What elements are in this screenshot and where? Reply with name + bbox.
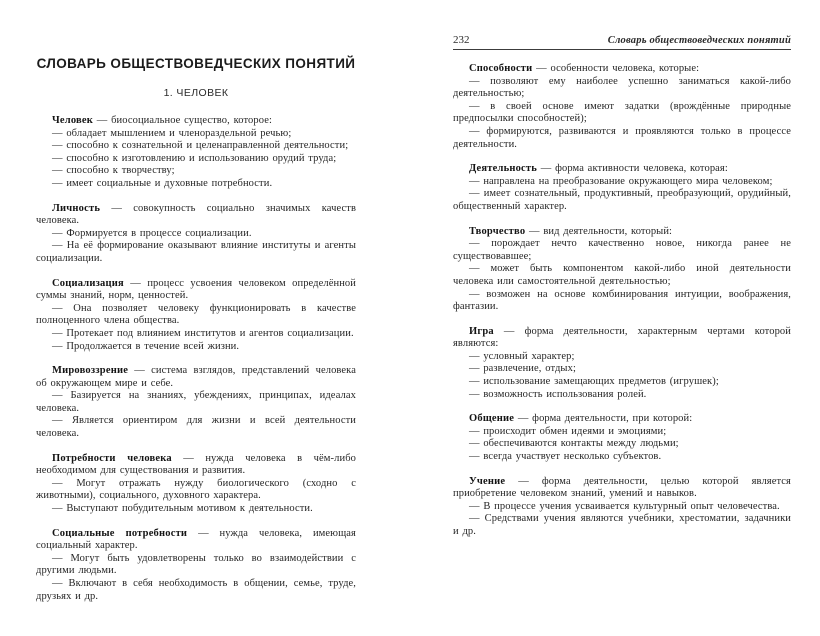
- entry-item: — возможен на основе комбинирования интуиции, воображения, фантазии.: [453, 288, 791, 313]
- section-heading: 1. ЧЕЛОВЕК: [163, 87, 229, 99]
- entry-term: Мировоззрение: [52, 365, 129, 377]
- entry-item: — Могут быть удовлетворены только во взаимодействии с другими людьми.: [36, 552, 356, 577]
- dictionary-entry: [453, 63, 791, 151]
- dictionary-entry: [453, 163, 791, 213]
- entry-item: — использование замещающих предметов (игрушек);: [469, 376, 719, 388]
- entry-item: — На её формирование оказывают влияние институты и агенты социализации.: [36, 240, 356, 264]
- entry-term: Способности: [469, 63, 533, 74]
- entry-lead: Деятельность — форма активности человека, которая:: [469, 163, 728, 175]
- entry-item: — Продолжается в течение всей жизни.: [52, 340, 240, 352]
- entry-item: — В процессе учения усваивается культурный опыт человечества.: [469, 500, 780, 512]
- entry-term: Социализация: [52, 277, 124, 289]
- entry-item: — имеет социальные и духовные потребности.: [52, 177, 273, 189]
- entry-lead: Социальные потребности — нужда человека, имеющая социальный характер.: [36, 527, 356, 552]
- entry-item: — Выступают побудительным мотивом к деятельности.: [52, 503, 313, 515]
- entry-item: — Базируется на знаниях, убеждениях, принципах, идеалах человека.: [36, 390, 356, 414]
- dictionary-entry: [453, 413, 791, 463]
- entry-item: — Могут отражать нужду биологического (сходно с животными), социального, духовного характера.: [36, 477, 356, 502]
- entry-item: — формируются, развиваются и проявляются только в процессе деятельности.: [453, 125, 791, 150]
- entry-term: Личность: [52, 202, 101, 214]
- entry-item: — имеет сознательный, продуктивный, преобразующий, орудийный, общественный характер.: [453, 188, 791, 212]
- entry-lead: Общение — форма деятельности, при которой:: [469, 413, 693, 425]
- entry-item: — возможность использования ролей.: [469, 388, 647, 400]
- entry-item: — условный характер;: [469, 350, 575, 362]
- entry-lead: Человек — биосоциальное существо, которое:: [52, 115, 272, 126]
- dictionary-entry: [36, 528, 356, 604]
- entry-item: — Является ориентиром для жизни и всей деятельности человека.: [36, 415, 356, 440]
- entry-term: Человек: [52, 115, 94, 126]
- dictionary-entry: [453, 326, 791, 402]
- dictionary-entry: [36, 453, 356, 516]
- dictionary-entry: [36, 278, 356, 354]
- entry-item: — способно к творчеству;: [52, 165, 175, 177]
- entry-item: — Включают в себя необходимость в общении, семье, труде, друзьях и др.: [36, 578, 356, 602]
- right-page: [453, 34, 791, 539]
- right-page-entries: [453, 63, 791, 539]
- entry-item: — способно к изготовлению и использованию орудий труда;: [52, 152, 337, 164]
- dictionary-entry: [453, 476, 791, 539]
- entry-item: — направлена на преобразование окружающего мира человеком;: [469, 175, 773, 187]
- entry-item: — позволяют ему наиболее успешно заниматься какой-либо деятельностью;: [453, 75, 791, 100]
- entry-item: — обладает мышлением и членораздельной речью;: [52, 127, 292, 139]
- entry-lead: Игра — форма деятельности, характерным чертами которой являются:: [453, 325, 791, 350]
- left-page-entries: [36, 115, 356, 603]
- running-head: [453, 34, 791, 50]
- entry-term: Творчество: [469, 225, 526, 237]
- entry-item: — Формируется в процессе социализации.: [52, 227, 252, 239]
- entry-lead: Учение — форма деятельности, целью которой является приобретение человеком знаний, умений и навыков.: [453, 475, 791, 500]
- left-page: [36, 56, 356, 603]
- entry-lead: Творчество — вид деятельности, который:: [469, 225, 673, 237]
- entry-item: — Средствами учения являются учебники, хрестоматии, задачники и др.: [453, 513, 791, 537]
- entry-item: — обеспечиваются контакты между людьми;: [469, 438, 679, 450]
- entry-item: — развлечение, отдых;: [469, 363, 576, 375]
- entry-term: Учение: [469, 475, 506, 487]
- entry-term: Игра: [469, 325, 494, 337]
- dictionary-entry: [36, 115, 356, 191]
- running-title: Словарь обществоведческих понятий: [607, 35, 791, 46]
- entry-term: Деятельность: [469, 163, 538, 175]
- entry-item: — в своей основе имеют задатки (врождённые природные предпосылки способностей);: [453, 100, 791, 125]
- entry-item: — может быть компонентом какой-либо иной деятельности человека или самостоятельной деятельностью;: [453, 263, 791, 287]
- entry-term: Потребности человека: [52, 452, 172, 464]
- entry-term: Социальные потребности: [52, 527, 188, 539]
- entry-item: — всегда участвует несколько субъектов.: [469, 451, 662, 463]
- dictionary-entry: [453, 226, 791, 314]
- page-number: 232: [453, 34, 470, 46]
- entry-item: — порождает нечто качественно новое, никогда ранее не существовавшее;: [453, 238, 791, 262]
- entry-item: — Протекает под влиянием институтов и агентов социализации.: [52, 327, 354, 339]
- entry-lead: Потребности человека — нужда человека в чём-либо необходимом для существования и развития.: [36, 452, 357, 477]
- entry-item: — Она позволяет человеку функционировать в качестве полноценного члена общества.: [36, 302, 356, 327]
- page-title: СЛОВАРЬ ОБЩЕСТВОВЕДЧЕСКИХ ПОНЯТИЙ: [36, 56, 356, 71]
- entry-lead: Социализация — процесс усвоения человеком определённой суммы знаний, норм, ценностей.: [36, 277, 356, 302]
- entry-term: Общение: [469, 413, 515, 425]
- entry-item: — происходит обмен идеями и эмоциями;: [469, 425, 667, 437]
- entry-lead: Мировоззрение — система взглядов, представлений человека об окружающем мире и себе.: [36, 365, 356, 389]
- dictionary-entry: [36, 365, 356, 441]
- entry-lead: Личность — совокупность социально значимых качеств человека.: [36, 202, 356, 227]
- dictionary-entry: [36, 203, 356, 266]
- entry-item: — способно к сознательной и целенаправленной деятельности;: [52, 140, 349, 152]
- entry-lead: Способности — особенности человека, которые:: [469, 63, 700, 74]
